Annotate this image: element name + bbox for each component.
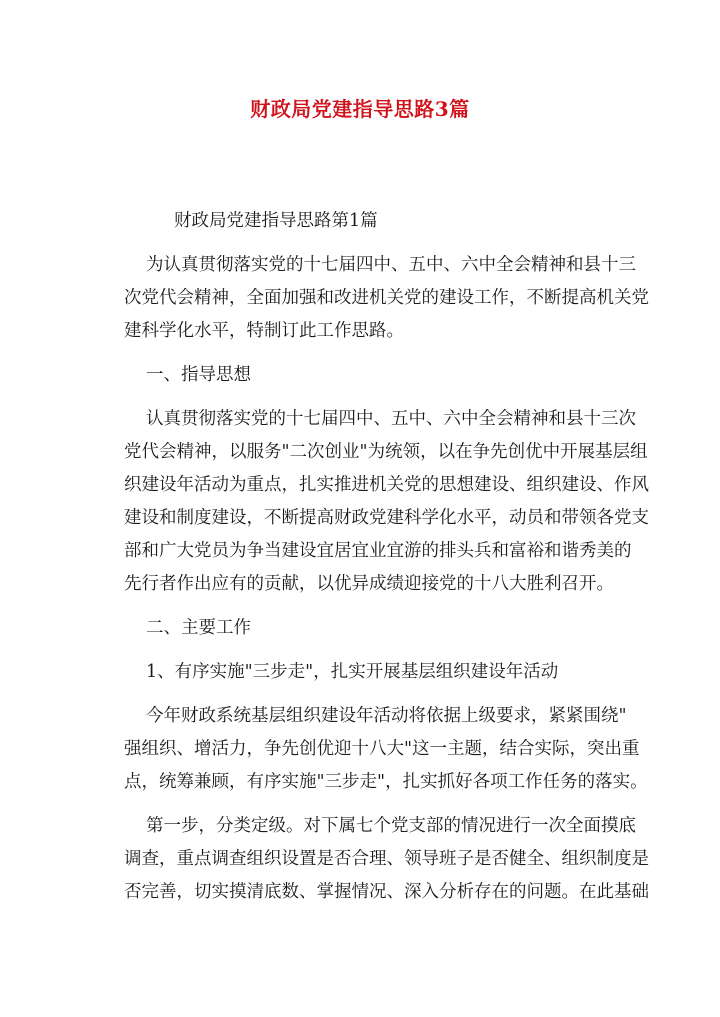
- paragraph: [124, 612, 604, 645]
- paragraph: [124, 403, 649, 601]
- paragraph-line: 点，统筹兼顾，有序实施"三步走"，扎实抓好各项工作任务的落实。: [124, 772, 648, 792]
- paragraph-list: [124, 249, 649, 909]
- paragraph-line: 1、有序实施"三步走"，扎实开展基层组织建设年活动: [146, 662, 559, 682]
- paragraph-line: 一、指导思想: [146, 365, 251, 385]
- paragraph-line: 建设和制度建设，不断提高财政党建科学化水平，动员和带领各党支: [124, 508, 649, 528]
- paragraph-line: 先行者作出应有的贡献，以优异成绩迎接党的十八大胜利召开。: [124, 574, 614, 594]
- paragraph-line: 第一步，分类定级。对下属七个党支部的情况进行一次全面摸底: [146, 816, 636, 836]
- paragraph-line: 否完善，切实摸清底数、掌握情况、深入分析存在的问题。在此基础: [124, 882, 649, 902]
- paragraph-line: 部和广大党员为争当建设宜居宜业宜游的排头兵和富裕和谐秀美的: [124, 541, 632, 561]
- paragraph-line: 认真贯彻落实党的十七届四中、五中、六中全会精神和县十三次: [146, 409, 636, 429]
- paragraph: [124, 656, 604, 689]
- paragraph-line: 今年财政系统基层组织建设年活动将依据上级要求，紧紧围绕": [146, 706, 627, 726]
- paragraph-line: 建科学化水平，特制订此工作思路。: [124, 321, 404, 341]
- paragraph: [124, 249, 649, 348]
- paragraph-line: 党代会精神，以服务"二次创业"为统领，以在争先创优中开展基层组: [124, 442, 648, 462]
- paragraph-line: 次党代会精神，全面加强和改进机关党的建设工作，不断提高机关党: [124, 288, 649, 308]
- document-title: 财政局党建指导思路3篇: [250, 97, 470, 121]
- paragraph: [124, 359, 604, 392]
- paragraph-line: 强组织、增活力，争先创优迎十八大"这一主题，结合实际，突出重: [124, 739, 640, 759]
- paragraph-line: 调查，重点调查组织设置是否合理、领导班子是否健全、组织制度是: [124, 849, 649, 869]
- paragraph-line: 织建设年活动为重点，扎实推进机关党的思想建设、组织建设、作风: [124, 475, 649, 495]
- paragraph-line: 为认真贯彻落实党的十七届四中、五中、六中全会精神和县十三: [146, 255, 636, 275]
- section-title: 财政局党建指导思路第1篇: [174, 211, 378, 231]
- paragraph: [124, 810, 649, 909]
- document-body: [124, 205, 649, 909]
- paragraph-line: 二、主要工作: [146, 618, 251, 638]
- paragraph: [124, 700, 648, 799]
